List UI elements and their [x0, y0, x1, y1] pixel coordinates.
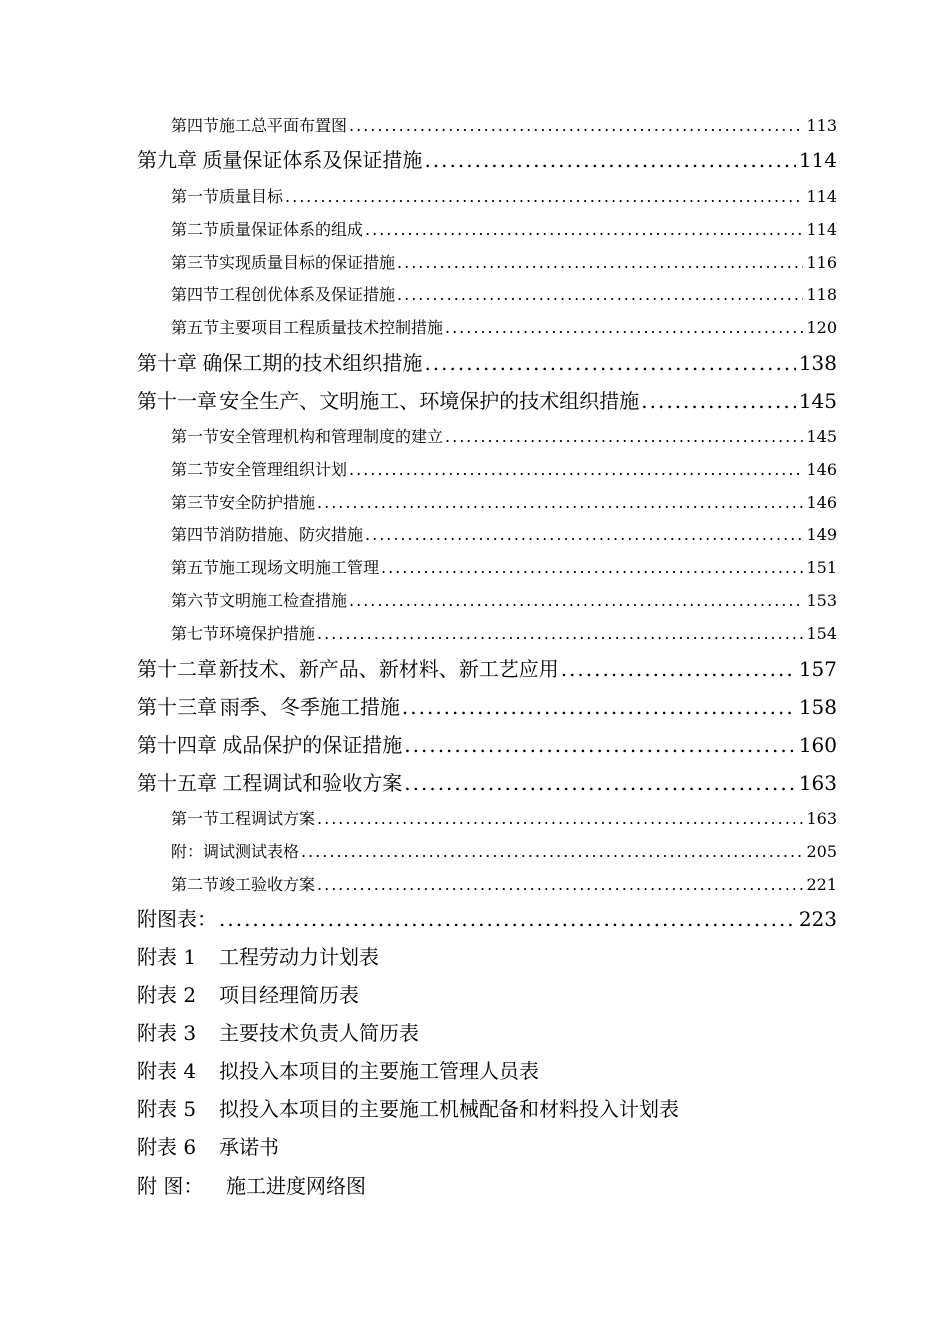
toc-entry-title: 施工现场文明施工管理	[219, 558, 380, 577]
toc-entry-page: 146	[806, 493, 837, 512]
appendix-number: 附表 1	[137, 945, 197, 969]
toc-entry-number: 第三节	[171, 253, 220, 272]
toc-entry-title: 雨季、冬季施工措施	[219, 695, 400, 719]
toc-entry-title: 施工总平面布置图	[219, 116, 348, 135]
toc-entry-chapter[interactable]	[137, 348, 837, 378]
toc-entry-section[interactable]	[171, 425, 837, 449]
toc-entry-number: 第六节	[171, 591, 220, 610]
toc-entry-page: 145	[806, 427, 837, 446]
appendix-title: 施工进度网络图	[226, 1174, 366, 1198]
toc-entry-page: 114	[806, 187, 837, 206]
toc-entry-page: 154	[806, 624, 837, 643]
toc-entry-page: 157	[798, 657, 837, 681]
dot-leader	[317, 622, 803, 646]
toc-entry-page: 163	[798, 771, 837, 795]
appendix-title: 承诺书	[219, 1135, 279, 1159]
dot-leader	[365, 523, 803, 547]
toc-entry-number: 第四节	[171, 116, 220, 135]
toc-entry-number: 第五节	[171, 318, 220, 337]
toc-entry-page: 113	[806, 116, 837, 135]
toc-entry-chapter[interactable]	[137, 654, 837, 684]
toc-entry-title: 安全防护措施	[219, 493, 316, 512]
toc-entry-number: 第一节	[171, 809, 220, 828]
dot-leader	[349, 114, 803, 138]
toc-entry-title: 实现质量目标的保证措施	[219, 253, 396, 272]
dot-leader	[317, 491, 803, 515]
toc-entry-number: 第一节	[171, 187, 220, 206]
toc-entry-title: 消防措施、防灾措施	[219, 525, 364, 544]
toc-entry-number: 第七节	[171, 624, 220, 643]
toc-entry-chapter[interactable]	[137, 730, 837, 760]
toc-entry-page: 145	[798, 389, 837, 413]
toc-entry-chapter[interactable]	[137, 145, 837, 175]
toc-entry-number: 第十章	[137, 351, 197, 375]
toc-entry-page: 138	[798, 351, 837, 375]
dot-leader	[397, 251, 803, 275]
dot-leader	[424, 348, 795, 378]
toc-entry-section[interactable]	[171, 491, 837, 515]
toc-entry-number: 第十三章	[137, 695, 217, 719]
toc-entry-page: 151	[806, 558, 837, 577]
toc-entry-section[interactable]	[171, 251, 837, 275]
appendix-title: 拟投入本项目的主要施工机械配备和材料投入计划表	[219, 1097, 679, 1121]
appendix-title: 主要技术负责人简历表	[219, 1021, 419, 1045]
toc-entry-number: 第一节	[171, 427, 220, 446]
toc-entry-section[interactable]	[171, 556, 837, 580]
dot-leader	[397, 283, 803, 307]
toc-entry-title: 文明施工检查措施	[219, 591, 348, 610]
toc-entry-title: 安全管理机构和管理制度的建立	[219, 427, 444, 446]
dot-leader	[445, 316, 803, 340]
toc-entry-section[interactable]	[171, 114, 837, 138]
toc-entry-page: 223	[798, 907, 837, 931]
toc-entry-title: 主要项目工程质量技术控制措施	[219, 318, 444, 337]
toc-entry-page: 114	[806, 220, 837, 239]
toc-entry-section[interactable]	[171, 185, 837, 209]
toc-entry-title: 质量目标	[219, 187, 284, 206]
toc-entry-page: 160	[798, 733, 837, 757]
toc-entry-section[interactable]	[171, 218, 837, 242]
toc-entry-title: 新技术、新产品、新材料、新工艺应用	[218, 657, 559, 681]
toc-entry-section[interactable]	[171, 622, 837, 646]
toc-entry-number: 第十四章	[137, 733, 217, 757]
toc-entry-page: 205	[806, 842, 837, 861]
toc-entry-section[interactable]	[171, 807, 837, 831]
toc-entry-chapter[interactable]	[137, 768, 837, 798]
dot-leader	[445, 425, 803, 449]
toc-entry-page: 114	[798, 148, 837, 172]
appendix-number: 附表 5	[137, 1097, 197, 1121]
toc-entry-title: 工程调试方案	[219, 809, 316, 828]
toc-entry-page: 149	[806, 525, 837, 544]
toc-entry-title: 质量保证体系及保证措施	[202, 148, 423, 172]
toc-entry-title: 工程调试和验收方案	[222, 771, 403, 795]
toc-entry-title: 成品保护的保证措施	[222, 733, 403, 757]
appendix-number: 附表 2	[137, 983, 197, 1007]
dot-leader	[285, 185, 803, 209]
toc-entry-number: 第十五章	[137, 771, 217, 795]
toc-entry-number: 第四节	[171, 285, 220, 304]
toc-entry-title: 质量保证体系的组成	[219, 220, 364, 239]
toc-entry-chapter[interactable]	[137, 692, 837, 722]
appendix-item[interactable]	[137, 1056, 837, 1086]
dot-leader	[561, 654, 796, 684]
toc-entry-title: 调试测试表格	[203, 842, 300, 861]
dot-leader	[301, 840, 803, 864]
dot-leader	[349, 589, 803, 613]
toc-entry-chapter[interactable]	[137, 386, 837, 416]
toc-entry-number: 第五节	[171, 558, 220, 577]
toc-entry-section[interactable]	[171, 523, 837, 547]
toc-entry-number: 第三节	[171, 493, 220, 512]
toc-entry-appendix-heading[interactable]	[137, 904, 837, 934]
appendix-title: 工程劳动力计划表	[219, 945, 379, 969]
appendix-item[interactable]	[137, 1094, 837, 1124]
toc-entry-number: 第二节	[171, 875, 220, 894]
toc-entry-title: 安全生产、文明施工、环境保护的技术组织措施	[219, 389, 640, 413]
toc-entry-title: 工程创优体系及保证措施	[219, 285, 396, 304]
toc-entry-number: 附图表：	[137, 907, 217, 931]
toc-entry-number: 附：	[171, 842, 204, 861]
toc-entry-page: 163	[806, 809, 837, 828]
toc-entry-title: 安全管理组织计划	[219, 460, 348, 479]
dot-leader	[381, 556, 803, 580]
appendix-item[interactable]	[137, 1171, 837, 1201]
toc-entry-page: 158	[798, 695, 837, 719]
appendix-item[interactable]	[137, 942, 837, 972]
toc-entry-section[interactable]	[171, 316, 837, 340]
toc-entry-title: 确保工期的技术组织措施	[202, 351, 423, 375]
toc-entry-page: 120	[806, 318, 837, 337]
dot-leader	[317, 873, 803, 897]
toc-entry-section[interactable]	[171, 873, 837, 897]
toc-entry-title: 环境保护措施	[219, 624, 316, 643]
dot-leader	[404, 730, 796, 760]
appendix-number: 附表 3	[137, 1021, 197, 1045]
dot-leader	[349, 458, 803, 482]
toc-entry-page: 146	[806, 460, 837, 479]
appendix-number: 附 图：	[137, 1174, 204, 1198]
dot-leader	[402, 692, 796, 722]
toc-entry-number: 第四节	[171, 525, 220, 544]
appendix-title: 项目经理简历表	[219, 983, 359, 1007]
appendix-item[interactable]	[137, 980, 837, 1010]
toc-entry-section[interactable]	[171, 283, 837, 307]
dot-leader	[219, 904, 796, 934]
toc-entry-page: 116	[806, 253, 837, 272]
toc-entry-page: 153	[806, 591, 837, 610]
appendix-item[interactable]	[137, 1132, 837, 1162]
dot-leader	[424, 145, 795, 175]
toc-entry-page: 118	[806, 285, 837, 304]
dot-leader	[365, 218, 803, 242]
dot-leader	[317, 807, 803, 831]
toc-entry-number: 第二节	[171, 220, 220, 239]
toc-entry-section[interactable]	[171, 589, 837, 613]
appendix-number: 附表 4	[137, 1059, 197, 1083]
appendix-title: 拟投入本项目的主要施工管理人员表	[219, 1059, 539, 1083]
toc-entry-number: 第二节	[171, 460, 220, 479]
toc-entry-section[interactable]	[171, 458, 837, 482]
toc-entry-title: 竣工验收方案	[219, 875, 316, 894]
toc-entry-number: 第十一章	[137, 389, 217, 413]
appendix-item[interactable]	[137, 1018, 837, 1048]
dot-leader	[404, 768, 796, 798]
toc-entry-number: 第十二章	[137, 657, 217, 681]
dot-leader	[641, 386, 796, 416]
toc-entry-number: 第九章	[137, 148, 197, 172]
toc-entry-section[interactable]	[171, 840, 837, 864]
appendix-number: 附表 6	[137, 1135, 197, 1159]
toc-entry-page: 221	[806, 875, 837, 894]
